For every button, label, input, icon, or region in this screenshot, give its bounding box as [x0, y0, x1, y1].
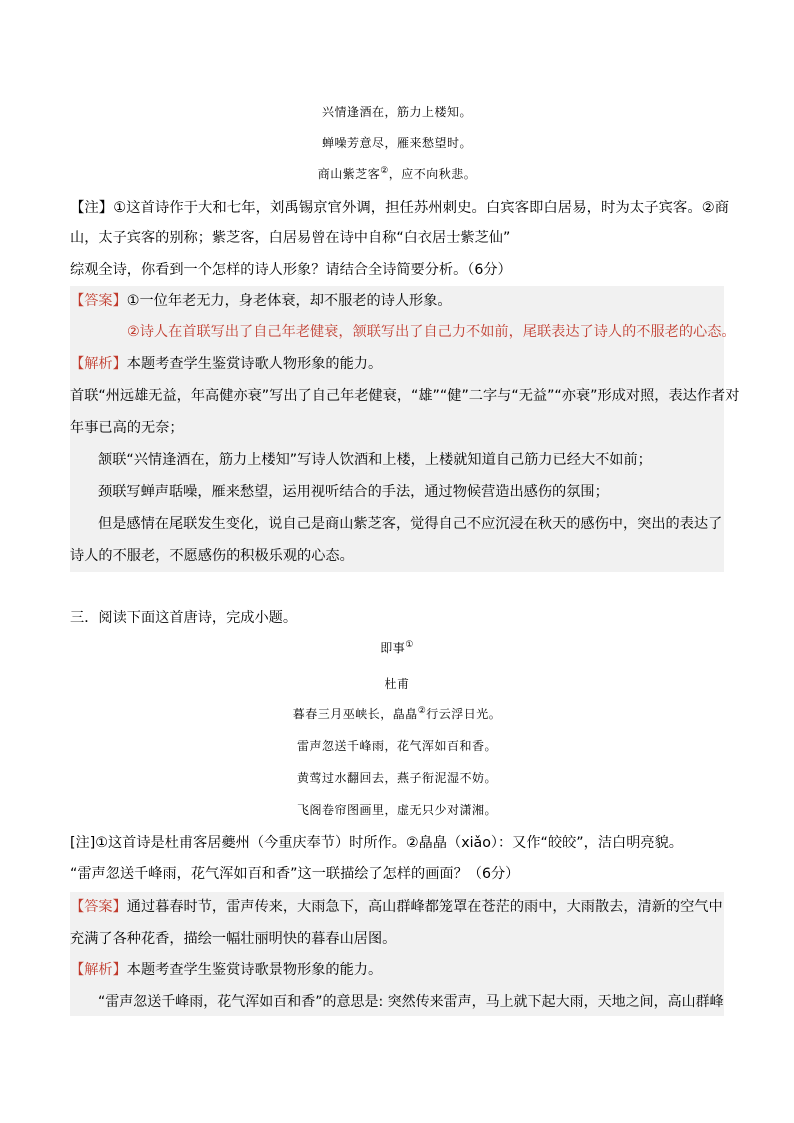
analysis1-paragraph: 颈联写蝉声聒噪，雁来愁望，运用视听结合的手法，通过物候营造出感伤的氛围； — [98, 484, 609, 500]
poem1-line: 蝉噪芳意尽，雁来愁望时。 — [321, 136, 472, 150]
answer2-line — [70, 897, 730, 917]
question2: “雷声忽送千峰雨，花气浑如百和香”这一联描绘了怎样的画面？（6分） — [70, 866, 520, 882]
poem2-line: 黄莺过水翻回去，燕子衔泥湿不妨。 — [296, 771, 497, 785]
note2: [注]①这首诗是杜甫客居夔州（今重庆奉节）时所作。②皛皛（xiǎo）：又作“皎皎”，洁白明亮貌。 — [70, 835, 683, 851]
analysis-text: 本题考查学生鉴赏诗歌人物形象的能力。 — [126, 356, 383, 372]
note-prefix: 【注】 — [70, 200, 114, 216]
answer-tag: 【答案】 — [70, 899, 127, 915]
poem1-line-text: 商山紫芝客 — [317, 167, 381, 181]
analysis-tag: 【解析】 — [70, 962, 127, 978]
analysis1-paragraph: 颔联“兴情逢酒在，筋力上楼知”写诗人饮酒和上楼，上楼就知道自己筋力已经大不如前； — [98, 452, 652, 468]
analysis1-paragraph: 首联“州远雄无益，年高健亦衰”写出了自己年老健衰，“雄”“健”二字与“无益”“亦衰”形成对照，表达作者对 — [70, 388, 740, 404]
answer2-line: 充满了各种花香，描绘一幅壮丽明快的暮春山居图。 — [70, 931, 397, 947]
poem1-line: 兴情逢酒在，筋力上楼知。 — [321, 105, 472, 119]
analysis2-paragraph: “雷声忽送千峰雨，花气浑如百和香”的意思是: 突然传来雷声，马上就下起大雨，天地之间，高山群峰 — [98, 994, 724, 1010]
answer-text: ①一位年老无力，身老体衰，却不服老的诗人形象。 — [126, 293, 452, 309]
answer-tag: 【答案】 — [70, 293, 127, 309]
poem2-line: 飞阁卷帘图画里，虚无只少对潇湘。 — [296, 803, 497, 817]
poem1-line-text: ，应不向秋悲。 — [388, 167, 477, 181]
answer1-line — [70, 291, 730, 311]
note1-line: 山，太子宾客的别称；紫芝客，白居易曾在诗中自称“白衣居士紫芝仙” — [70, 230, 511, 246]
poem1-line — [0, 166, 794, 182]
poem2-title-text: 即事 — [380, 641, 406, 655]
poem2-line-text: 暮春三月巫峡长，皛皛 — [292, 707, 418, 721]
analysis2-intro — [70, 960, 730, 980]
answer1-line: ②诗人在首联写出了自己年老健衰，颔联写出了自己力不如前，尾联表达了诗人的不服老的心态。 — [127, 324, 736, 340]
poem2-line — [0, 706, 794, 722]
analysis-text: 本题考查学生鉴赏诗歌景物形象的能力。 — [126, 962, 383, 978]
note1-line — [70, 198, 730, 218]
analysis-tag: 【解析】 — [70, 356, 127, 372]
poem2-title — [0, 640, 794, 656]
section-heading: 三．阅读下面这首唐诗，完成小题。 — [70, 610, 298, 626]
analysis1-intro — [70, 354, 730, 374]
poem2-line-text: 行云浮日光。 — [426, 707, 502, 721]
analysis1-paragraph: 但是感情在尾联发生变化，说自己是商山紫芝客，觉得自己不应沉浸在秋天的感伤中，突出的表达了 — [98, 516, 723, 532]
footnote-marker: ① — [405, 640, 414, 650]
footnote-marker: ② — [380, 166, 389, 176]
note-text: ①这首诗作于大和七年，刘禹锡京官外调，担任苏州刺史。白宾客即白居易，时为太子宾客。②商 — [113, 200, 730, 216]
poem2-author: 杜甫 — [384, 677, 410, 691]
footnote-marker: ② — [417, 706, 427, 716]
answer-text: 通过暮春时节，雷声传来，大雨急下，高山群峰都笼罩在苍茫的雨中，大雨散去，清新的空气中 — [126, 899, 723, 915]
analysis1-paragraph: 诗人的不服老，不愿感伤的积极乐观的心态。 — [70, 548, 354, 564]
question1: 综观全诗，你看到一个怎样的诗人形象？请结合全诗简要分析。（6分） — [70, 262, 512, 278]
poem2-line: 雷声忽送千峰雨，花气浑如百和香。 — [296, 739, 497, 753]
analysis1-paragraph: 年事已高的无奈； — [70, 420, 184, 436]
